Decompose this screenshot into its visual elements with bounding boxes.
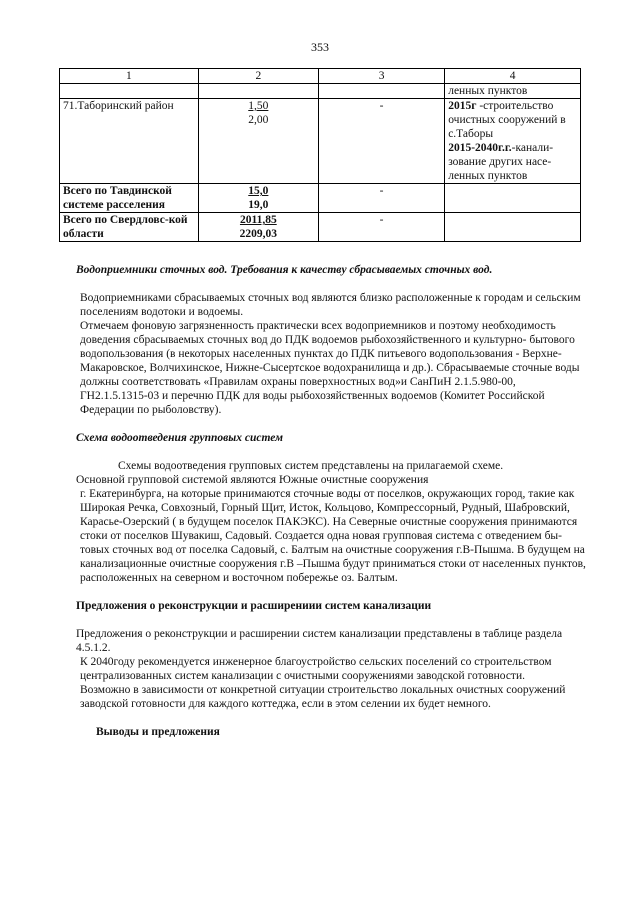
value-top: 15,0 xyxy=(248,185,269,197)
table-row-continuation xyxy=(60,84,581,99)
table-row xyxy=(60,213,581,242)
value-bottom: 19,0 xyxy=(248,199,269,211)
document-body xyxy=(76,263,586,739)
table-cell xyxy=(318,84,444,99)
header-cell: 2 xyxy=(198,69,318,84)
value-top: 2011,85 xyxy=(239,214,277,226)
paragraph: Схемы водоотведения групповых систем представлены на прилагаемой схеме. xyxy=(118,460,504,472)
dash-cell: - xyxy=(318,213,444,242)
paragraph: К 2040году рекомендуется инженерное благоустройство сельских поселений со строительством централизованных систем канализации с очистными сооружениями заводской готовности. xyxy=(80,656,552,682)
value-bottom: 2,00 xyxy=(248,114,269,126)
capacity-table xyxy=(59,68,581,242)
value-cell xyxy=(198,213,318,242)
section-heading: Водоприемники сточных вод. Требования к качеству сбрасываемых сточных вод. xyxy=(76,264,493,276)
paragraph: г. Екатеринбурга, на которые принимаются сточные воды от поселков, окружающих город, такие как Широкая Речка, Совхозный, Горный Щит, Исток, Кольцово, Компрессорный, Рудный, Шабровский, Карасье-Озерский ( в будущем поселок ПАКЭКС). На Северные очистные сооружения принимаются стоки от поселков Шувакиш, Садовый. Создается одна новая групповая система с отведением бы-товых сточных вод от поселка Садовый, с. Балтым на очистные сооружения г.В-Пышма. В будущем на канализационные очистные сооружения г.В –Пышма будут приниматься стоки от населенных пунктов, расположенных на северном и восточном побережье оз. Балтым. xyxy=(80,488,586,584)
value-cell xyxy=(198,184,318,213)
table-row xyxy=(60,99,581,184)
district-name-cell: 71.Таборинский район xyxy=(60,99,199,184)
period-label: 2015-2040г.г. xyxy=(448,142,512,154)
value-cell xyxy=(198,99,318,184)
description-text: -канали-зование других насе-ленных пунктов xyxy=(448,142,554,182)
dash-cell: - xyxy=(318,99,444,184)
header-cell: 4 xyxy=(445,69,581,84)
table-cell: ленных пунктов xyxy=(445,84,581,99)
paragraph: Возможно в зависимости от конкретной ситуации строительство локальных очистных сооружений заводской готовности для каждого коттеджа, если в этом селении их будет немного. xyxy=(80,684,566,710)
total-name-cell: Всего по Тавдинской системе расселения xyxy=(60,184,199,213)
page-number: 353 xyxy=(311,40,329,54)
header-cell: 3 xyxy=(318,69,444,84)
paragraph: Отмечаем фоновую загрязненность практически всех водоприемников и поэтому необходимость доведения сбрасываемых сточных вод до ПДК водоемов рыбохозяйственного и культурно- бытового водопользования (в некоторых населенных пунктах до ПДК питьевого водопользования - Верхне-Макаровское, Волчихинское, Нижне-Сысертское водохранилища и др.). Сбрасываемые сточные воды должны соответствовать «Правилам охраны поверхностных вод»и СанПиН 2.1.5.980-00, ГН2.1.5.1315-03 и перечню ПДК для воды рыбохозяйственных водоемов (Комитет Российской Федерации по рыболовству). xyxy=(80,320,580,416)
paragraph: Водоприемниками сбрасываемых сточных вод являются близко расположенные к городам и сельским поселениям водотоки и водоемы. xyxy=(80,292,581,318)
description-cell xyxy=(445,99,581,184)
table-row xyxy=(60,184,581,213)
table-header-row xyxy=(60,69,581,84)
paragraph: Предложения о реконструкции и расширении систем канализации представлены в таблице раздела 4.5.1.2. xyxy=(76,628,563,654)
period-label: 2015г xyxy=(448,100,477,112)
table-cell xyxy=(445,184,581,213)
section-heading: Выводы и предложения xyxy=(96,726,220,738)
dash-cell: - xyxy=(318,184,444,213)
header-cell: 1 xyxy=(60,69,199,84)
description-text: -строительство очистных сооружений в с.Таборы xyxy=(448,100,566,140)
table-cell xyxy=(60,84,199,99)
section-heading: Предложения о реконструкции и расширениии систем канализации xyxy=(76,600,432,612)
total-name-cell: Всего по Свердловс-кой области xyxy=(60,213,199,242)
section-heading: Схема водоотведения групповых систем xyxy=(76,432,284,444)
paragraph: Основной групповой системой являются Южные очистные сооружения xyxy=(76,474,429,486)
value-top: 1,50 xyxy=(248,100,269,112)
table-cell xyxy=(445,213,581,242)
table-cell xyxy=(198,84,318,99)
value-bottom: 2209,03 xyxy=(239,228,278,240)
